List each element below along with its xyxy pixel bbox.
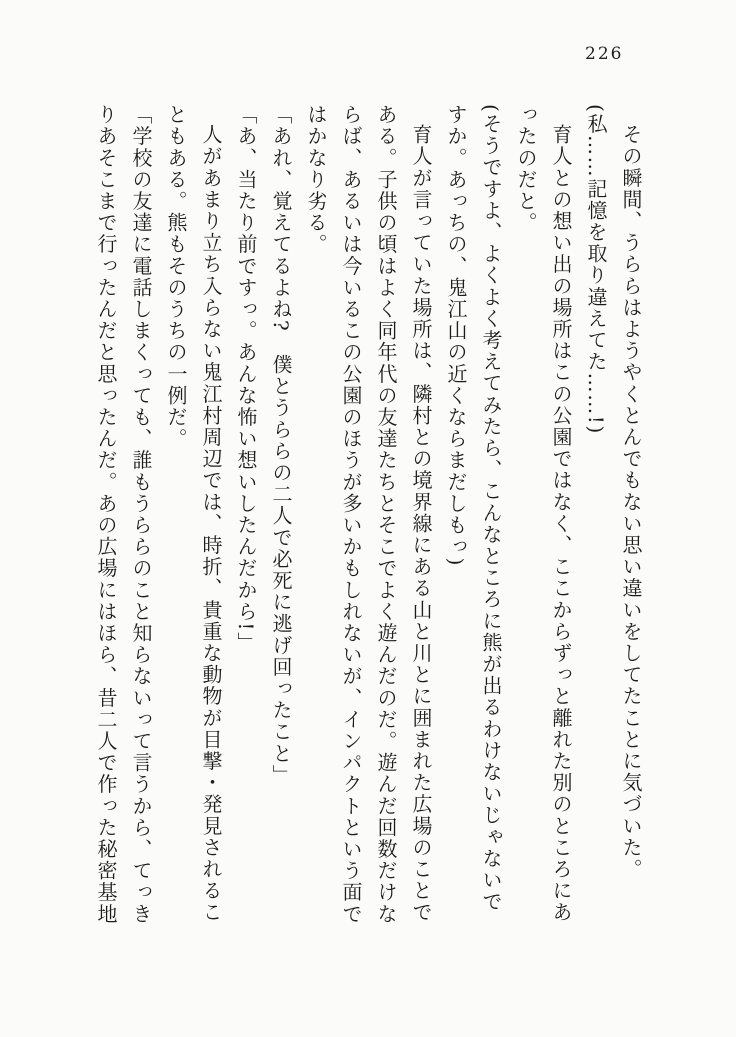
paragraph-dialogue-2: 「あ、当たり前ですっ。あんな怖い想いしたんだから!」 bbox=[234, 104, 258, 654]
paragraph-narration-1: その瞬間、うららはようやくとんでもない思い違いをしてたことに気づいた。 bbox=[619, 124, 643, 880]
paragraph-dialogue-3: 「学校の友達に電話しまくっても、誰もうららのこと知らないって言うから、てっきりあそこまで行ったんだと思ったんだ。あの広場にはほら、昔二人で作った秘密基地 bbox=[94, 104, 153, 925]
paragraph-inner-thought-1: (私……記憶を取り違えてた……!) bbox=[584, 104, 608, 435]
paragraph-narration-3: 育人が言っていた場所は、隣村との境界線にある山と川とに囲まれた広場のことである。子供の頃はよく同年代の友達たちとそこでよく遊んだのだ。遊んだ回数だけならば、あるいは今いるこの公園のほうが多いかもしれないが、インパクトという面ではかなり劣る。 bbox=[304, 104, 433, 925]
paragraph-narration-2: 育人との想い出の場所はこの公園ではなく、ここからずっと離れた別のところにあったのだと。 bbox=[514, 104, 573, 924]
paragraph-dialogue-1: 「あれ、覚えてるよね? 僕とうららの二人で必死に逃げ回ったこと」 bbox=[269, 104, 293, 786]
paragraph-narration-4: 人があまり立ち入らない鬼江村周辺では、時折、貴重な動物が目撃・発見されることもある。熊もそのうちの一例だ。 bbox=[164, 104, 223, 924]
text-block bbox=[88, 104, 648, 928]
paragraph-inner-thought-2: (そうですよ、よくよく考えてみたら、こんなところに熊が出るわけないじゃないですか。あっちの、鬼江山の近くならまだしもっ) bbox=[444, 104, 503, 913]
page-number: 226 bbox=[585, 44, 624, 64]
